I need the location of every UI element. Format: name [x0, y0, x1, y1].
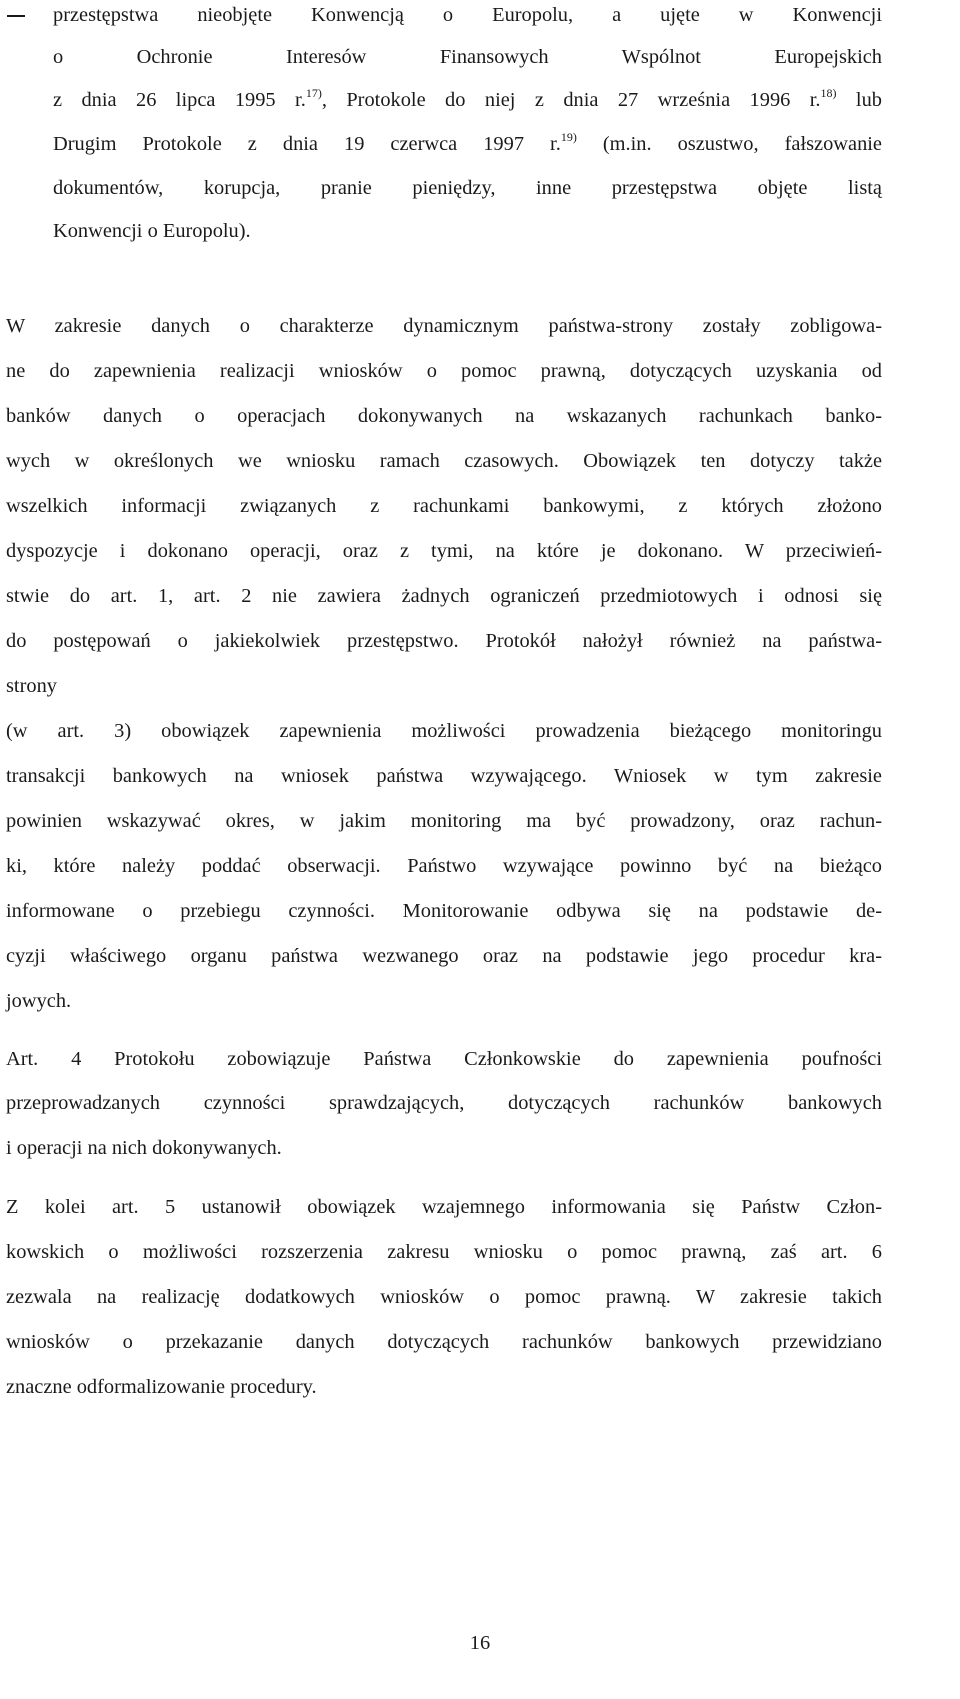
text-line: (w art. 3) obowiązek zapewnienia możliwości prowadzenia bieżącego monitoringu — [6, 720, 882, 742]
text-line: zezwala na realizację dodatkowych wniosków o pomoc prawną. W zakresie takich — [6, 1286, 882, 1308]
text-line: dyspozycje i dokonano operacji, oraz z tymi, na które je dokonano. W przeciwień- — [6, 540, 882, 562]
dash-bullet-marker — [7, 15, 25, 17]
text-line: W zakresie danych o charakterze dynamicznym państwa-strony zostały zobligowa- — [6, 315, 882, 337]
text-line: Konwencji o Europolu). — [53, 220, 251, 242]
footnote-ref: 18) — [820, 86, 837, 100]
text-line: informowane o przebiegu czynności. Monitorowanie odbywa się na podstawie de- — [6, 900, 882, 922]
text-line: o Ochronie Interesów Finansowych Wspólnot Europejskich — [53, 46, 882, 68]
page-number: 16 — [469, 1632, 491, 1654]
text-line: strony — [6, 675, 57, 697]
text-line: ki, które należy poddać obserwacji. Państwo wzywające powinno być na bieżąco — [6, 855, 882, 877]
text-line: kowskich o możliwości rozszerzenia zakresu wniosku o pomoc prawną, zaś art. 6 — [6, 1241, 882, 1263]
text-line: wszelkich informacji związanych z rachunkami bankowymi, z których złożono — [6, 495, 882, 517]
text-line: do postępowań o jakiekolwiek przestępstwo. Protokół nałożył również na państwa- — [6, 630, 882, 652]
text-line: przestępstwa nieobjęte Konwencją o Europolu, a ujęte w Konwencji — [53, 4, 882, 26]
text-line: banków danych o operacjach dokonywanych na wskazanych rachunkach banko- — [6, 405, 882, 427]
text-line — [53, 131, 882, 157]
text-line: Z kolei art. 5 ustanowił obowiązek wzajemnego informowania się Państw Człon- — [6, 1196, 882, 1218]
text-line: wych w określonych we wniosku ramach czasowych. Obowiązek ten dotyczy także — [6, 450, 882, 472]
text-span: z dnia 26 lipca 1995 r. — [53, 89, 306, 111]
footnote-ref: 19) — [560, 130, 577, 144]
text-line: jowych. — [6, 990, 72, 1012]
text-line: znaczne odformalizowanie procedury. — [6, 1376, 317, 1398]
text-span: lub — [836, 89, 882, 111]
text-span: (m.in. oszustwo, fałszowanie — [576, 133, 882, 155]
text-line — [53, 87, 882, 113]
text-line: Art. 4 Protokołu zobowiązuje Państwa Członkowskie do zapewnienia poufności — [6, 1048, 882, 1070]
text-line: wniosków o przekazanie danych dotyczących rachunków bankowych przewidziano — [6, 1331, 882, 1353]
text-line: dokumentów, korupcja, pranie pieniędzy, inne przestępstwa objęte listą — [53, 177, 882, 199]
text-line: stwie do art. 1, art. 2 nie zawiera żadnych ograniczeń przedmiotowych i odnosi się — [6, 585, 882, 607]
text-span: , Protokole do niej z dnia 27 września 1996 r. — [321, 89, 821, 111]
footnote-ref: 17) — [305, 86, 322, 100]
text-line: i operacji na nich dokonywanych. — [6, 1137, 282, 1159]
text-span: Drugim Protokole z dnia 19 czerwca 1997 r. — [53, 133, 561, 155]
text-line: przeprowadzanych czynności sprawdzających, dotyczących rachunków bankowych — [6, 1092, 882, 1114]
text-line: powinien wskazywać okres, w jakim monitoring ma być prowadzony, oraz rachun- — [6, 810, 882, 832]
text-line: transakcji bankowych na wniosek państwa wzywającego. Wniosek w tym zakresie — [6, 765, 882, 787]
text-line: ne do zapewnienia realizacji wniosków o pomoc prawną, dotyczących uzyskania od — [6, 360, 882, 382]
text-line: cyzji właściwego organu państwa wezwanego oraz na podstawie jego procedur kra- — [6, 945, 882, 967]
